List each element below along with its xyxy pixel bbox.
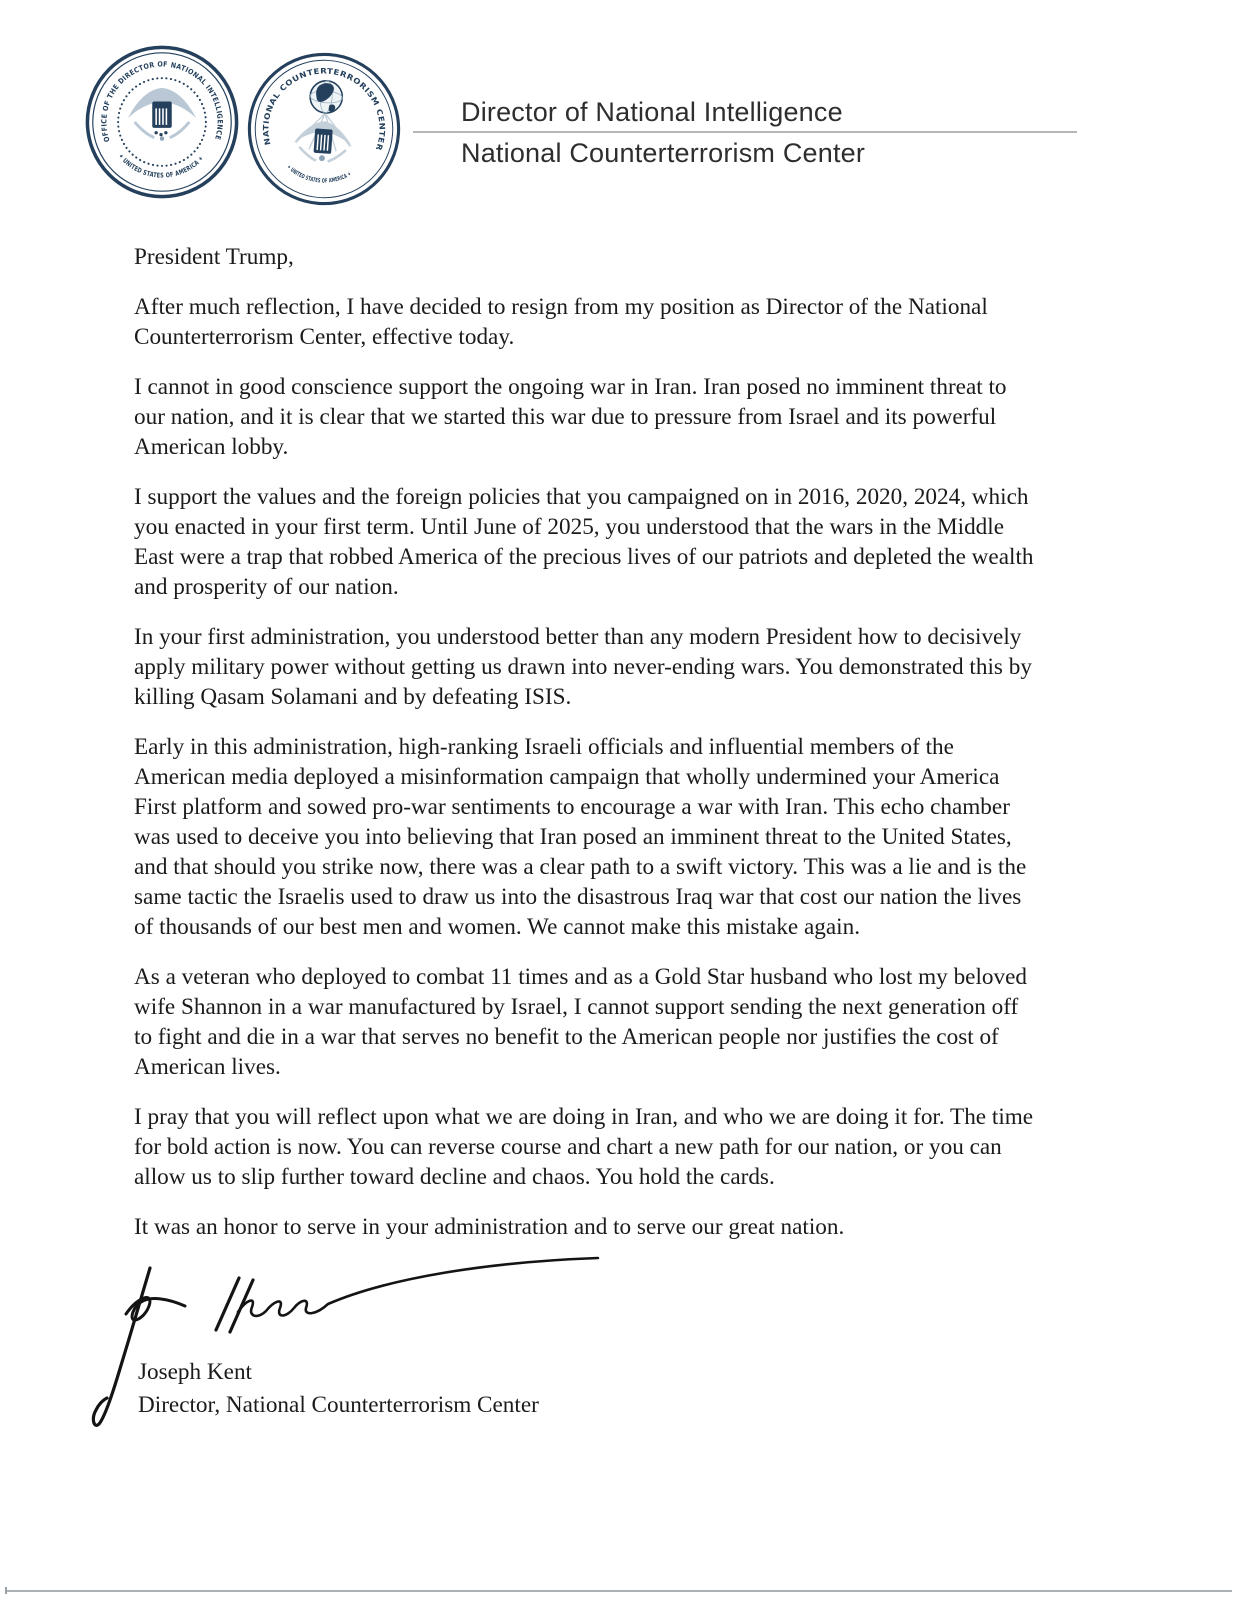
letter-line: of thousands of our best men and women. We cannot make this mistake again. bbox=[134, 914, 861, 940]
letter-line: and prosperity of our nation. bbox=[134, 574, 399, 600]
letter-line: same tactic the Israelis used to draw us into the disastrous Iraq war that cost our nation the lives bbox=[134, 884, 1022, 910]
letter-line: In your first administration, you understood better than any modern President how to decisively bbox=[134, 624, 1022, 650]
nctc-seal bbox=[241, 43, 408, 215]
letter-line: killing Qasam Solamani and by defeating ISIS. bbox=[134, 684, 572, 710]
letter-body bbox=[134, 242, 1094, 1262]
letter-line: I cannot in good conscience support the ongoing war in Iran. Iran posed no imminent threat to bbox=[134, 374, 1007, 400]
org-name-dni: Director of National Intelligence bbox=[461, 97, 843, 127]
eagle-head bbox=[157, 89, 167, 99]
letter-paragraph bbox=[134, 482, 1094, 602]
letter-paragraph bbox=[134, 732, 1094, 942]
letter-line: I support the values and the foreign policies that you campaigned on in 2016, 2020, 2024, which bbox=[134, 484, 1029, 510]
letter-line: American media deployed a misinformation campaign that wholly undermined your America bbox=[134, 764, 1000, 790]
letter-line: wife Shannon in a war manufactured by Israel, I cannot support sending the next generation off bbox=[134, 994, 1019, 1020]
odni-seal bbox=[84, 44, 240, 200]
nctc-ring-text-bottom: ✦ UNITED STATES OF AMERICA ✦ bbox=[285, 164, 355, 185]
letter-line: to fight and die in a war that serves no benefit to the American people nor justifies the cost of bbox=[134, 1024, 999, 1050]
letter-line: apply military power without getting us drawn into never-ending wars. You demonstrated this by bbox=[134, 654, 1032, 680]
letter-line: I pray that you will reflect upon what we are doing in Iran, and who we are doing it for. The time bbox=[134, 1104, 1034, 1130]
letter-line: Early in this administration, high-ranking Israeli officials and influential members of the bbox=[134, 734, 954, 760]
letter-paragraph bbox=[134, 1102, 1094, 1192]
letter-line: After much reflection, I have decided to resign from my position as Director of the National bbox=[134, 294, 988, 320]
letter-line: American lobby. bbox=[134, 434, 289, 460]
letter-line: and that should you strike now, there was a clear path to a swift victory. This was a lie and is the bbox=[134, 854, 1027, 880]
shield bbox=[152, 102, 172, 128]
letter-paragraph bbox=[134, 372, 1094, 462]
org-name-nctc: National Counterterrorism Center bbox=[461, 138, 866, 168]
salutation: President Trump, bbox=[134, 244, 294, 270]
letter-line: our nation, and it is clear that we started this war due to pressure from Israel and its powerful bbox=[134, 404, 997, 430]
letter-line: American lives. bbox=[134, 1054, 281, 1080]
letter-line: East were a trap that robbed America of the precious lives of our patriots and depleted the wealth bbox=[134, 544, 1034, 570]
letter-line: It was an honor to serve in your administration and to serve our great nation. bbox=[134, 1214, 845, 1240]
svg-text:✦ UNITED STATES OF AMERICA ✦ bbox=[284, 164, 353, 187]
letter-line: allow us to slip further toward decline and chaos. You hold the cards. bbox=[134, 1164, 775, 1190]
letter-line: First platform and sowed pro-war sentiments to encourage a war with Iran. This echo chamber bbox=[134, 794, 1010, 820]
letter-line: you enacted in your first term. Until June of 2025, you understood that the wars in the Middle bbox=[134, 514, 1005, 540]
letter-line: was used to deceive you into believing that Iran posed an imminent threat to the United States, bbox=[134, 824, 1012, 850]
nctc-ring-text-top: NATIONAL COUNTERTERRORISM CENTER bbox=[261, 66, 387, 152]
paragraphs-container bbox=[134, 292, 1094, 1242]
letter-line: Counterterrorism Center, effective today. bbox=[134, 324, 515, 350]
letter-line: As a veteran who deployed to combat 11 times and as a Gold Star husband who lost my beloved bbox=[134, 964, 1027, 990]
page-bottom-rule bbox=[6, 1590, 1232, 1592]
signature-name: Joseph Kent bbox=[138, 1359, 252, 1385]
page-bottom-rule-tick bbox=[5, 1587, 7, 1594]
letter-paragraph bbox=[134, 622, 1094, 712]
letter-paragraph bbox=[134, 1212, 1094, 1242]
closing-block bbox=[138, 1356, 539, 1422]
letter-paragraph bbox=[134, 292, 1094, 352]
letter-line: for bold action is now. You can reverse course and chart a new path for our nation, or you can bbox=[134, 1134, 1002, 1160]
shield bbox=[314, 128, 333, 154]
letter-paragraph bbox=[134, 962, 1094, 1082]
odni-ring-text-bottom: ✦ UNITED STATES OF AMERICA ✦ bbox=[116, 152, 207, 180]
letterhead-rule bbox=[413, 131, 1077, 133]
odni-ring-text-top: OFFICE OF THE DIRECTOR OF NATIONAL INTELLIGENCE bbox=[99, 59, 225, 144]
signature-title: Director, National Counterterrorism Center bbox=[138, 1392, 539, 1418]
